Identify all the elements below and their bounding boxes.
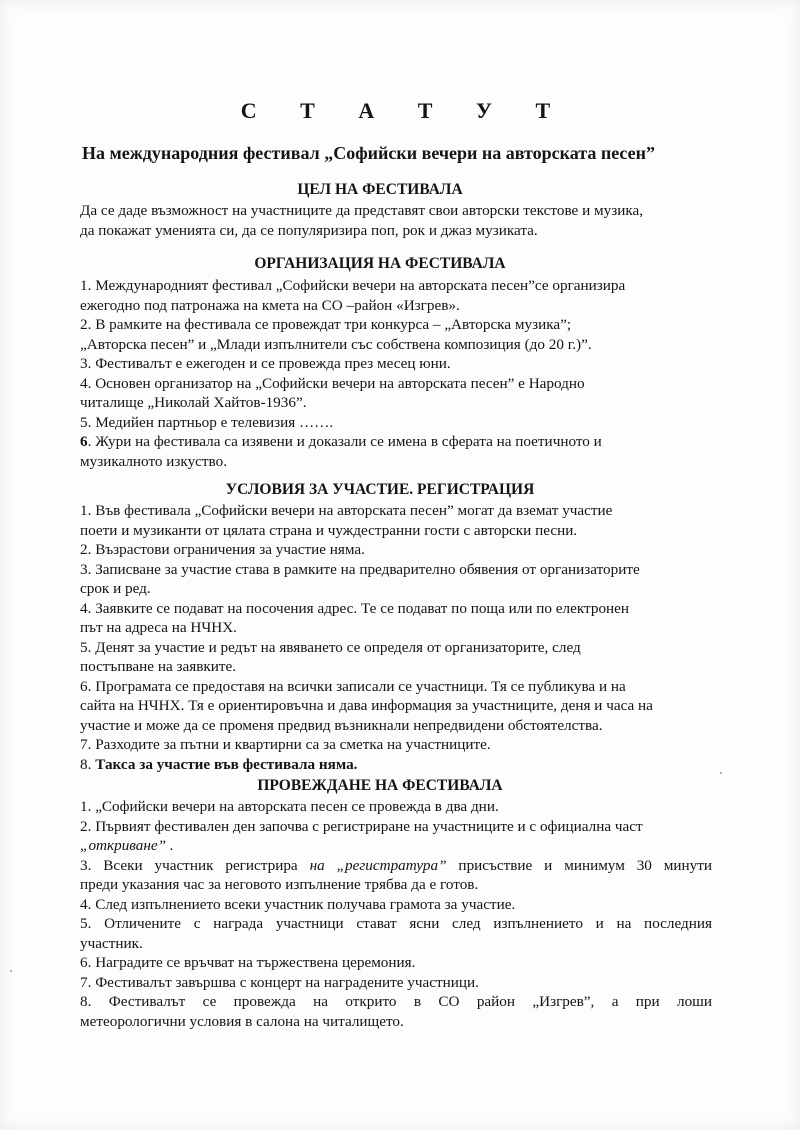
section-body-goal — [80, 201, 704, 240]
section-body-organization — [80, 276, 700, 471]
list-item-cond-1: 1. Във фестивала „Софийски вечери на авторската песен” могат да вземат участие — [80, 502, 613, 519]
list-item-conduct-7: 7. Фестивалът завършва с концерт на наградените участници. — [80, 973, 479, 991]
list-item-text: 1. Международният фестивал — [80, 277, 276, 294]
list-item-conduct-6: 6. Наградите се връчват на тържествена церемония. — [80, 954, 416, 971]
section-heading-conduct: ПРОВЕЖДАНЕ НА ФЕСТИВАЛА — [257, 777, 503, 794]
list-item-cond-3: 3. Записване за участие става в рамките на предварително обявения от организаторите — [80, 560, 640, 578]
list-item-text: Такса за участие във фестивала няма. — [95, 755, 358, 773]
section-heading-conditions: УСЛОВИЯ ЗА УЧАСТИЕ. РЕГИСТРАЦИЯ — [225, 481, 535, 498]
list-item-conduct-1: 1. „Софийски вечери на авторската песен се провежда в два дни. — [80, 798, 499, 815]
list-item-text: срок и ред. — [80, 580, 151, 597]
list-item-text: път на адреса на НЧНХ. — [80, 619, 237, 636]
section-body-conduct — [80, 797, 712, 1031]
list-item-number: 8. — [80, 755, 96, 773]
list-item-conduct-3 — [80, 856, 712, 876]
list-item-text: . Жури на фестивала са изявени и доказали се имена в сферата на поетичното и — [87, 433, 602, 450]
list-item-text: преди указания час за неговото изпълнение трябва да е готов. — [80, 876, 479, 893]
scan-speck — [720, 772, 722, 774]
list-item-text: сайта на НЧНХ. Тя е ориентировъчна и дава информация за участниците, деня и часа на — [80, 697, 653, 714]
list-item-text: постъпване на заявките. — [80, 658, 237, 675]
list-item-org-3: 3. Фестивалът е ежегоден и се провежда през месец юни. — [80, 355, 451, 372]
list-item-conduct-4: 4. След изпълнението всеки участник получава грамота за участие. — [80, 895, 516, 913]
section-heading-goal: ЦЕЛ НА ФЕСТИВАЛА — [297, 181, 463, 198]
list-item-org-4: 4. Основен организатор на „Софийски вечери на авторската песен” е Народно — [80, 374, 585, 392]
paragraph-line: Да се даде възможност на участниците да представят свои авторски текстове и музика, — [80, 202, 644, 219]
list-item-cond-4: 4. Заявките се подават на посочения адрес. Те се подават по поща или по електронен — [80, 599, 630, 617]
list-item-text: „Софийски вечери на авторската песен”се организира — [275, 277, 626, 294]
list-item-cond-6: 6. Програмата се предоставя на всички записали се участници. Тя се публикува и на — [80, 677, 626, 695]
document-subtitle: На международния фестивал „Софийски вечери на авторската песен” — [82, 143, 656, 163]
list-item-cond-8 — [80, 755, 708, 775]
list-item-text: участник. — [80, 934, 143, 952]
scan-speck — [10, 970, 12, 972]
list-item-org-1 — [80, 276, 700, 296]
list-item-org-2: 2. В рамките на фестивала се провеждат три конкурса – „Авторска музика”; — [80, 316, 572, 333]
list-item-text: метеорологични условия в салона на читалището. — [80, 1012, 404, 1030]
list-item-conduct-5: 5. Отличените с награда участници стават ясни след изпълнението и на последния — [80, 915, 712, 932]
list-item-text: читалище „Николай Хайтов-1936”. — [80, 394, 307, 411]
list-item-text: „откриване” . — [80, 837, 174, 854]
list-item-cond-5: 5. Денят за участие и редът на явяването се определя от организаторите, след — [80, 638, 581, 656]
list-item-text: „Авторска песен” и „Млади изпълнители със собствена композиция (до 20 г.)”. — [80, 335, 592, 353]
list-item-text: музикалното изкуство. — [80, 452, 228, 470]
list-item-conduct-2: 2. Първият фестивален ден започва с регистриране на участниците и с официална част — [80, 817, 643, 835]
paragraph-line: да покажат уменията си, да се популяризира поп, рок и джаз музиката. — [80, 221, 538, 239]
list-item-text: 3. Всеки участник регистрира — [80, 856, 310, 874]
list-item-number: 6 — [80, 433, 88, 450]
list-item-org-5: 5. Медийен партньор е телевизия ……. — [80, 413, 334, 431]
list-item-text: присъствие и минимум 30 минути — [446, 856, 713, 874]
list-item-emphasis: на „регистратура” — [309, 856, 447, 874]
list-item-text: поети и музиканти от цялата страна и чуждестранни гости с авторски песни. — [80, 521, 578, 539]
list-item-conduct-8: 8. Фестивалът се провежда на открито в СО район „Изгрев”, а при лоши — [80, 993, 712, 1010]
list-item-text: участие и може да се променя предвид възникнали непредвидени обстоятелства. — [80, 716, 603, 734]
list-item-cond-7: 7. Разходите за пътни и квартирни са за сметка на участниците. — [80, 736, 491, 753]
section-body-conditions — [80, 501, 708, 774]
document-title: С Т А Т У Т — [240, 98, 570, 123]
section-heading-organization: ОРГАНИЗАЦИЯ НА ФЕСТИВАЛА — [254, 255, 506, 272]
list-item-text: ежегодно под патронажа на кмета на СО –район «Изгрев». — [80, 296, 460, 314]
list-item-org-6 — [80, 432, 700, 452]
list-item-cond-2: 2. Възрастови ограничения за участие няма. — [80, 541, 365, 558]
